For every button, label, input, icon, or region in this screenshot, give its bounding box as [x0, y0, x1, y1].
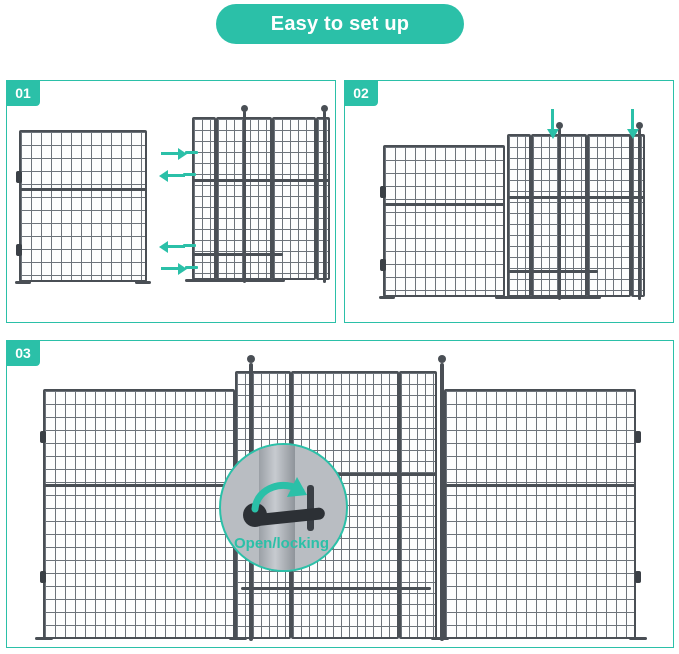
hinge-icon — [40, 431, 46, 443]
hinge-icon — [380, 186, 386, 198]
fence-foot-rail — [501, 296, 601, 299]
step-badge-01: 01 — [6, 80, 40, 106]
fence-gate-right — [587, 134, 631, 297]
step-badge-03: 03 — [6, 340, 40, 366]
post-knob-icon — [241, 105, 248, 112]
align-tick — [185, 151, 198, 154]
fence-panel-side-a — [507, 134, 531, 297]
insert-arrow-down-left — [546, 109, 559, 139]
align-arrow-left-bottom — [159, 240, 185, 253]
hinge-icon — [16, 171, 22, 183]
align-arrow-right-bottom — [161, 262, 187, 275]
corner-post — [440, 363, 444, 641]
post-knob-icon — [247, 355, 255, 363]
corner-post — [638, 128, 641, 300]
fence-foot — [379, 296, 395, 299]
post-knob-icon — [321, 105, 328, 112]
gate-bottom-rail — [241, 587, 431, 590]
step-panel-01 — [6, 80, 336, 323]
page-title-pill — [216, 4, 464, 44]
fence-gate-right — [272, 117, 316, 280]
hinge-icon — [40, 571, 46, 583]
corner-post — [323, 111, 326, 283]
align-tick — [183, 173, 196, 176]
center-post — [243, 111, 246, 283]
fence-foot — [35, 637, 53, 640]
fence-panel-side-a — [192, 117, 216, 280]
gate-bottom-rail — [193, 253, 283, 256]
fence-panel-left — [19, 130, 147, 282]
fence-foot — [229, 637, 247, 640]
hinge-icon — [635, 571, 641, 583]
fence-panel-left-wing — [43, 389, 235, 639]
gate-bottom-rail — [508, 270, 598, 273]
fence-panel-right-wing — [444, 389, 636, 639]
insert-arrow-down-right — [626, 109, 639, 139]
fence-panel-left — [383, 145, 505, 297]
align-arrow-left-top — [159, 169, 185, 182]
latch-callout — [219, 443, 348, 572]
center-post — [558, 128, 561, 300]
step-badge-02: 02 — [344, 80, 378, 106]
align-tick — [185, 266, 198, 269]
post-knob-icon — [438, 355, 446, 363]
hinge-icon — [635, 431, 641, 443]
align-tick — [183, 244, 196, 247]
fence-foot-rail — [185, 279, 285, 282]
fence-panel-side-b — [399, 371, 437, 639]
hinge-icon — [380, 259, 386, 271]
rotate-arrow-icon — [251, 475, 309, 519]
fence-foot — [15, 281, 31, 284]
hinge-icon — [16, 244, 22, 256]
step-panel-02 — [344, 80, 674, 323]
fence-foot — [135, 281, 151, 284]
align-arrow-right-top — [161, 147, 187, 160]
callout-label: Open/locking — [233, 535, 329, 552]
fence-foot — [629, 637, 647, 640]
page-title: Easy to set up — [270, 12, 410, 35]
